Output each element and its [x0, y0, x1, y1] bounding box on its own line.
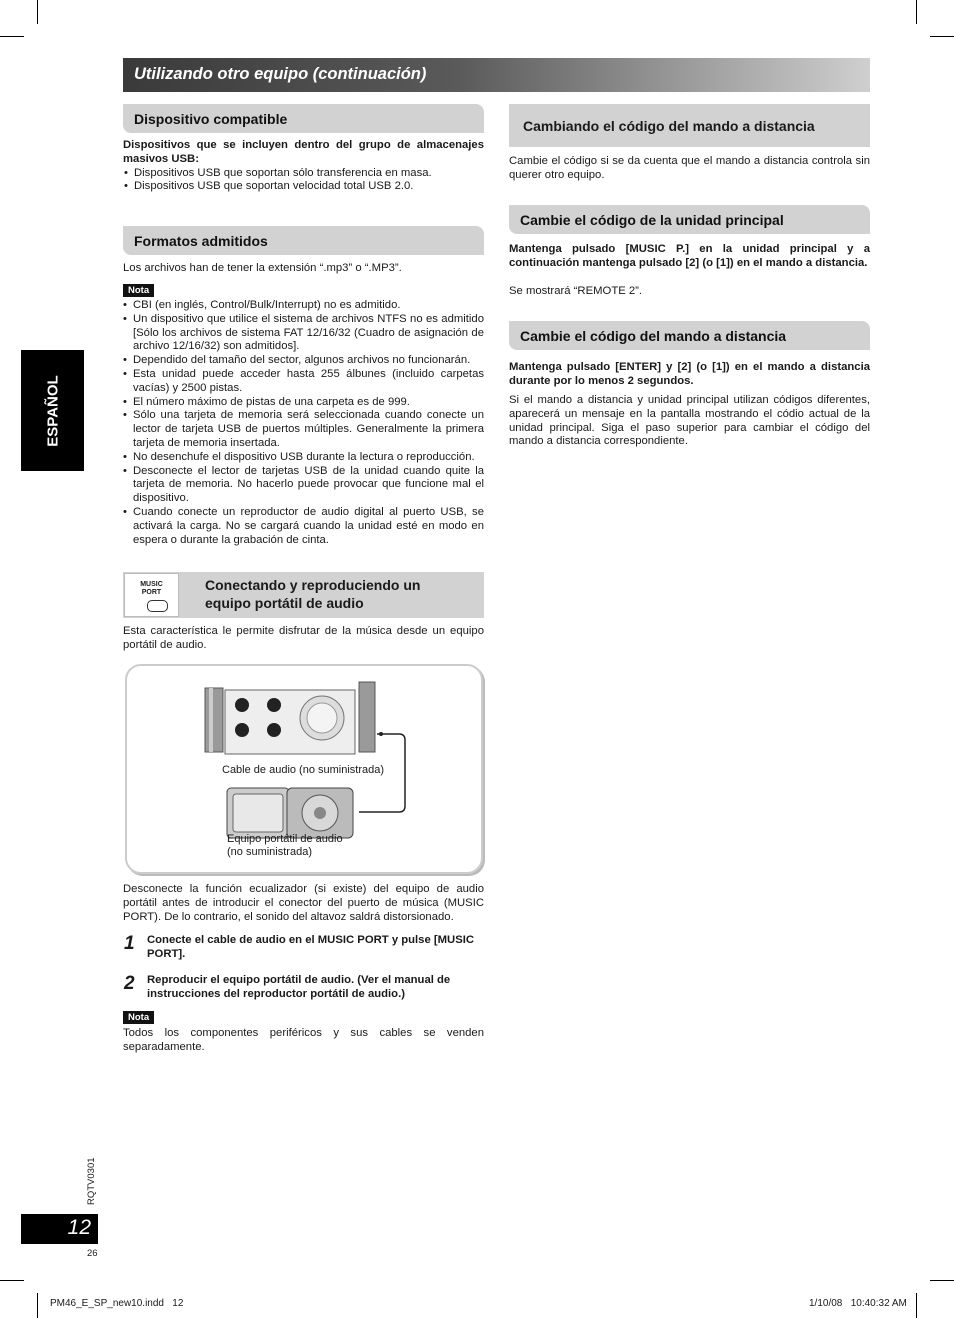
- compatible-intro: Dispositivos que se incluyen dentro del grupo de almacenajes masivos USB:: [123, 139, 484, 165]
- connection-illustration: [125, 664, 483, 874]
- language-tab: [21, 350, 84, 471]
- list-item: • Desconecte el lector de tarjetas USB de la unidad cuando quite la tarjeta de memoria. No hacerlo puede provocar que funcione mal el dispositivo.: [123, 465, 484, 506]
- music-port-icon-label: MUSIC PORT: [140, 581, 163, 596]
- list-item: • CBI (en inglés, Control/Bulk/Interrupt) no es admitido.: [123, 299, 484, 313]
- step-text: Conecte el cable de audio en el MUSIC PORT y pulse [MUSIC PORT].: [147, 934, 475, 960]
- page-title: Utilizando otro equipo (continuación): [134, 65, 427, 83]
- list-item: • Cuando conecte un reproductor de audio digital al puerto USB, se activará la carga. No se cargará cuando la unidad esté en modo en espera o durante la grabación de cinta.: [123, 506, 484, 547]
- list-item: • Un dispositivo que utilice el sistema de archivos NTFS no es admitido [Sólo los archivos de sistema FAT 12/16/32 (Cuadro de asignación de archivo 12/16/32) son admitidos].: [123, 313, 484, 354]
- section-heading-formats: Formatos admitidos: [123, 226, 484, 255]
- step-number: 1: [124, 933, 135, 954]
- crop-mark: [0, 1280, 24, 1281]
- note-label: Nota: [123, 284, 154, 297]
- section-heading-remote-code: Cambiando el código del mando a distancia: [509, 104, 870, 147]
- crop-mark: [37, 1293, 38, 1318]
- crop-mark: [916, 1293, 917, 1318]
- section-heading-music-port: [123, 572, 484, 618]
- language-label: ESPAÑOL: [44, 374, 61, 447]
- crop-mark: [0, 36, 24, 37]
- section-heading-compatible: Dispositivo compatible: [123, 104, 484, 133]
- list-item: • Dispositivos USB que soportan velocidad total USB 2.0.: [124, 180, 484, 194]
- step-text: Reproducir el equipo portátil de audio. (Ver el manual de instrucciones del reproductor portátil de audio.): [147, 974, 451, 1000]
- device-label: Equipo portátil de audio (no suministrada): [227, 833, 343, 858]
- list-item: • No desenchufe el dispositivo USB durante la lectura o reproducción.: [123, 451, 484, 465]
- remote-instruction: Mantenga pulsado [ENTER] y [2] (o [1]) en el mando a distancia durante por lo menos 2 segundos.: [509, 361, 870, 387]
- crop-mark: [930, 1280, 954, 1281]
- doc-code: RQTV0301: [86, 1157, 97, 1205]
- formats-notes: [123, 299, 484, 547]
- music-port-icon: [124, 573, 179, 617]
- section-heading-remote: Cambie el código del mando a distancia: [509, 321, 870, 350]
- crop-mark: [930, 36, 954, 37]
- list-item: • Esta unidad puede acceder hasta 255 álbunes (incluido carpetas vacías) y 2500 pistas.: [123, 368, 484, 396]
- remote-code-intro: Cambie el código si se da cuenta que el mando a distancia controla sin querer otro equipo.: [509, 155, 870, 181]
- file-info: PM46_E_SP_new10.indd 12: [50, 1298, 184, 1309]
- compatible-list: [123, 167, 484, 195]
- button-shape-icon: [147, 600, 168, 612]
- list-item: • Sólo una tarjeta de memoria será seleccionada cuando conecte un lector de tarjeta USB de puertos múltiples. Generalmente la primera tarjeta de memoria insertada.: [123, 409, 484, 450]
- music-port-heading: Conectando y reproduciendo un equipo portátil de audio: [205, 577, 421, 611]
- page-header: [123, 58, 870, 92]
- step-number: 2: [124, 973, 135, 994]
- compatible-block: [123, 139, 484, 194]
- timestamp: 1/10/08 10:40:32 AM: [809, 1298, 907, 1309]
- music-port-note: Todos los componentes periféricos y sus cables se venden separadamente.: [123, 1027, 484, 1053]
- crop-mark: [916, 0, 917, 24]
- music-port-intro: Esta característica le permite disfrutar de la música desde un equipo portátil de audio.: [123, 625, 484, 651]
- formats-text: Los archivos han de tener la extensión “.mp3” o “.MP3”.: [123, 262, 402, 274]
- main-unit-instruction: Mantenga pulsado [MUSIC P.] en la unidad principal y a continuación mantenga pulsado [2] (o [1]) en el mando a distancia.: [509, 243, 870, 269]
- list-item: • El número máximo de pistas de una carpeta es de 999.: [123, 396, 484, 410]
- cable-label: Cable de audio (no suministrada): [222, 764, 385, 776]
- remote-text: Si el mando a distancia y unidad principal utilizan códigos diferentes, aparecerá un mensaje en la pantalla mostrando el códio actual de la unidad principal. Siga el paso superior para cambiar el código del mando a distancia correspondiente.: [509, 394, 870, 448]
- page-number: 12: [67, 1216, 91, 1239]
- page-sub-number: 26: [87, 1248, 98, 1259]
- page-number-box: [21, 1214, 98, 1244]
- main-unit-result: Se mostrará “REMOTE 2”.: [509, 285, 643, 297]
- list-item: • Dispositivos USB que soportan sólo transferencia en masa.: [124, 167, 484, 181]
- section-heading-main-unit: Cambie el código de la unidad principal: [509, 205, 870, 234]
- crop-mark: [37, 0, 38, 24]
- note-label: Nota: [123, 1011, 154, 1024]
- list-item: • Dependido del tamaño del sector, algunos archivos no funcionarán.: [123, 354, 484, 368]
- music-port-warning: Desconecte la función ecualizador (si existe) del equipo de audio portátil antes de introducir el conector del puerto de música (MUSIC PORT). De lo contrario, el sonido del altavoz saldrá distorsionado.: [123, 883, 484, 923]
